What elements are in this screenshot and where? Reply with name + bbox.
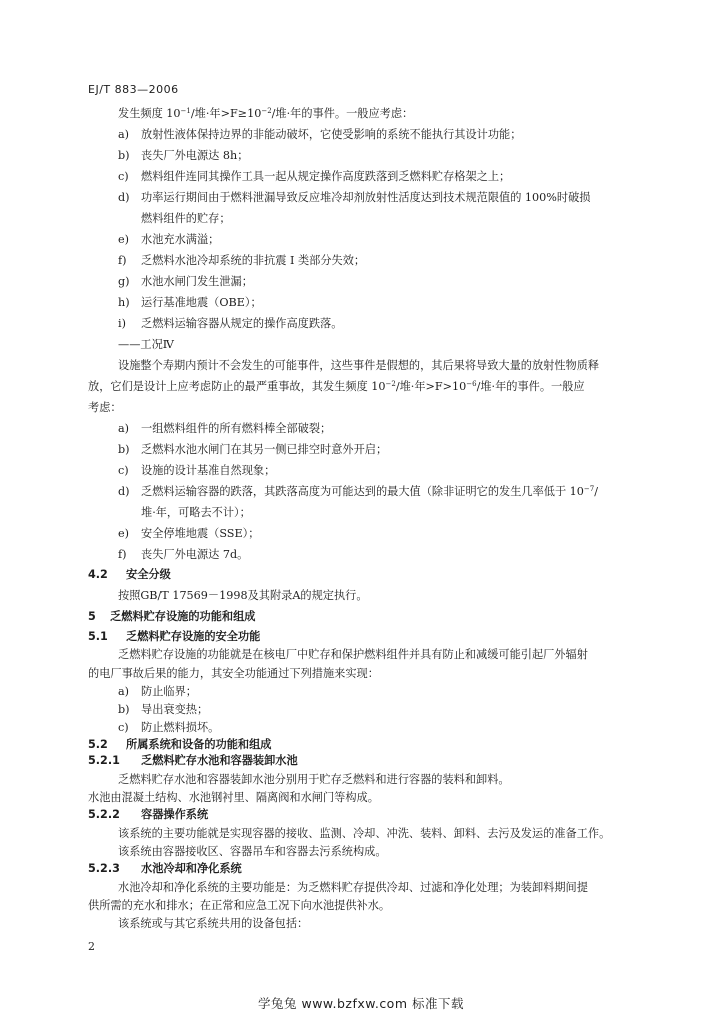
list-item-label: a) xyxy=(118,128,130,141)
chapter-number: 5 xyxy=(88,610,96,623)
subsection-title: 乏燃料贮存水池和容器装卸水池 xyxy=(141,754,298,768)
site-watermark-footer: 学兔兔 www.bzfxw.com 标准下载 xyxy=(258,996,464,1011)
subsection-number: 5.2.3 xyxy=(88,862,120,876)
section-title: 安全分级 xyxy=(126,568,171,581)
condition4-title: ——工况Ⅳ xyxy=(118,338,174,351)
list-item: 乏燃料运输容器的跌落，其跌落高度为可能达到的最大值（除非证明它的发生几率低于 $10^{-7}/$ xyxy=(141,485,599,498)
subsection-title: 水池冷却和净化系统 xyxy=(141,862,242,876)
list-item: 燃料组件连同其操作工具一起从规定操作高度跌落到乏燃料贮存格架之上； xyxy=(141,170,511,183)
list-item: 丧失厂外电源达 8h； xyxy=(141,149,249,162)
list-item-label: b) xyxy=(118,703,130,717)
list-item-label: f) xyxy=(118,548,127,561)
section-paragraph-line1: 乏燃料贮存设施的功能就是在核电厂中贮存和保护燃料组件并具有防止和减缓可能引起厂外辐射 xyxy=(118,648,588,662)
list-item-label: c) xyxy=(118,170,129,183)
list-item: 运行基准地震（OBE）； xyxy=(141,296,262,309)
list-item-label: i) xyxy=(118,317,126,330)
list-item-label: a) xyxy=(118,422,130,435)
list-item-label: d) xyxy=(118,191,130,204)
list-item: 一组燃料组件的所有燃料棒全部破裂； xyxy=(141,422,332,435)
subsection-title: 容器操作系统 xyxy=(141,808,209,822)
list-item: 乏燃料水池冷却系统的非抗震 I 类部分失效； xyxy=(141,254,366,267)
section-body: 按照GB/T 17569－1998及其附录A的规定执行。 xyxy=(118,589,368,602)
section-paragraph-line2: 的电厂事故后果的能力，其安全功能通过下列措施来实现： xyxy=(88,666,379,680)
condition4-paragraph-line1: 设施整个寿期内预计不会发生的可能事件，这些事件是假想的，其后果将导致大量的放射性物质释 xyxy=(118,359,600,372)
list-item-label: c) xyxy=(118,464,129,477)
list-item-label: a) xyxy=(118,684,130,698)
list-item-label: c) xyxy=(118,721,129,735)
subsection-number: 5.2.2 xyxy=(88,808,120,822)
subsection-number: 5.2.1 xyxy=(88,754,120,768)
list-item-label: h) xyxy=(118,296,130,309)
subsection-paragraph-line2: 该系统由容器接收区、容器吊车和容器去污系统构成。 xyxy=(118,844,387,858)
list-item: 乏燃料水池水闸门在其另一侧已排空时意外开启； xyxy=(141,443,388,456)
section-number: 5.1 xyxy=(88,630,108,644)
section-title: 所属系统和设备的功能和组成 xyxy=(126,737,272,751)
list-item-label: e) xyxy=(118,233,129,246)
section-number: 4.2 xyxy=(88,568,108,581)
list-item-label: g) xyxy=(118,275,130,288)
subsection-paragraph-line3: 该系统或与其它系统共用的设备包括： xyxy=(118,917,309,931)
condition4-paragraph-line2: 放，它们是设计上应考虑防止的最严重事故，其发生频度 $10^{-2}/$堆·年$>F>10^{-6}/$堆·年的事件。一般应 xyxy=(88,380,585,393)
chapter-title: 乏燃料贮存设施的功能和组成 xyxy=(110,610,256,623)
subsection-paragraph-line2: 水池由混凝土结构、水池钢衬里、隔离阀和水闸门等构成。 xyxy=(88,790,379,804)
list-item: 设施的设计基准自然现象； xyxy=(141,464,276,477)
condition3-frequency: 发生频度 $10^{-1}/$堆·年$>F\ge 10^{-2}/$堆·年的事件。一般应考虑： xyxy=(118,107,414,120)
subsection-paragraph-line1: 该系统的主要功能就是实现容器的接收、监测、冷却、冲洗、装料、卸料、去污及发运的准备工作。 xyxy=(118,826,611,840)
condition4-paragraph-line3: 考虑： xyxy=(88,401,122,414)
list-item-label: f) xyxy=(118,254,127,267)
list-item: 安全停堆地震（SSE）； xyxy=(141,527,260,540)
list-item: 防止燃料损坏。 xyxy=(141,721,220,735)
page-number: 2 xyxy=(88,940,95,953)
list-item: 功率运行期间由于燃料泄漏导致反应堆冷却剂放射性活度达到技术规范限值的 100%时破损 xyxy=(141,191,591,204)
list-item: 水池充水满溢； xyxy=(141,233,220,246)
list-item-label: d) xyxy=(118,485,130,498)
list-item-label: e) xyxy=(118,527,129,540)
list-item: 水池水闸门发生泄漏； xyxy=(141,275,253,288)
subsection-paragraph-line1: 乏燃料贮存水池和容器装卸水池分别用于贮存乏燃料和进行容器的装料和卸料。 xyxy=(118,772,510,786)
list-item: 乏燃料运输容器从规定的操作高度跌落。 xyxy=(141,317,343,330)
list-item-label: b) xyxy=(118,443,130,456)
list-item-continuation: 堆·年，可略去不计）； xyxy=(141,506,251,519)
list-item-continuation: 燃料组件的贮存； xyxy=(141,212,231,225)
standard-code-header: EJ/T 883—2006 xyxy=(88,83,179,96)
subsection-paragraph-line1: 水池冷却和净化系统的主要功能是：为乏燃料贮存提供冷却、过滤和净化处理；为装卸料期间提 xyxy=(118,880,588,894)
subsection-paragraph-line2: 供所需的充水和排水；在正常和应急工况下向水池提供补水。 xyxy=(88,898,391,912)
list-item: 丧失厂外电源达 7d。 xyxy=(141,548,249,561)
section-number: 5.2 xyxy=(88,737,108,751)
section-title: 乏燃料贮存设施的安全功能 xyxy=(126,630,261,644)
list-item: 防止临界； xyxy=(141,684,197,698)
list-item-label: b) xyxy=(118,149,130,162)
list-item: 放射性液体保持边界的非能动破坏，它使受影响的系统不能执行其设计功能； xyxy=(141,128,522,141)
list-item: 导出衰变热； xyxy=(141,703,209,717)
